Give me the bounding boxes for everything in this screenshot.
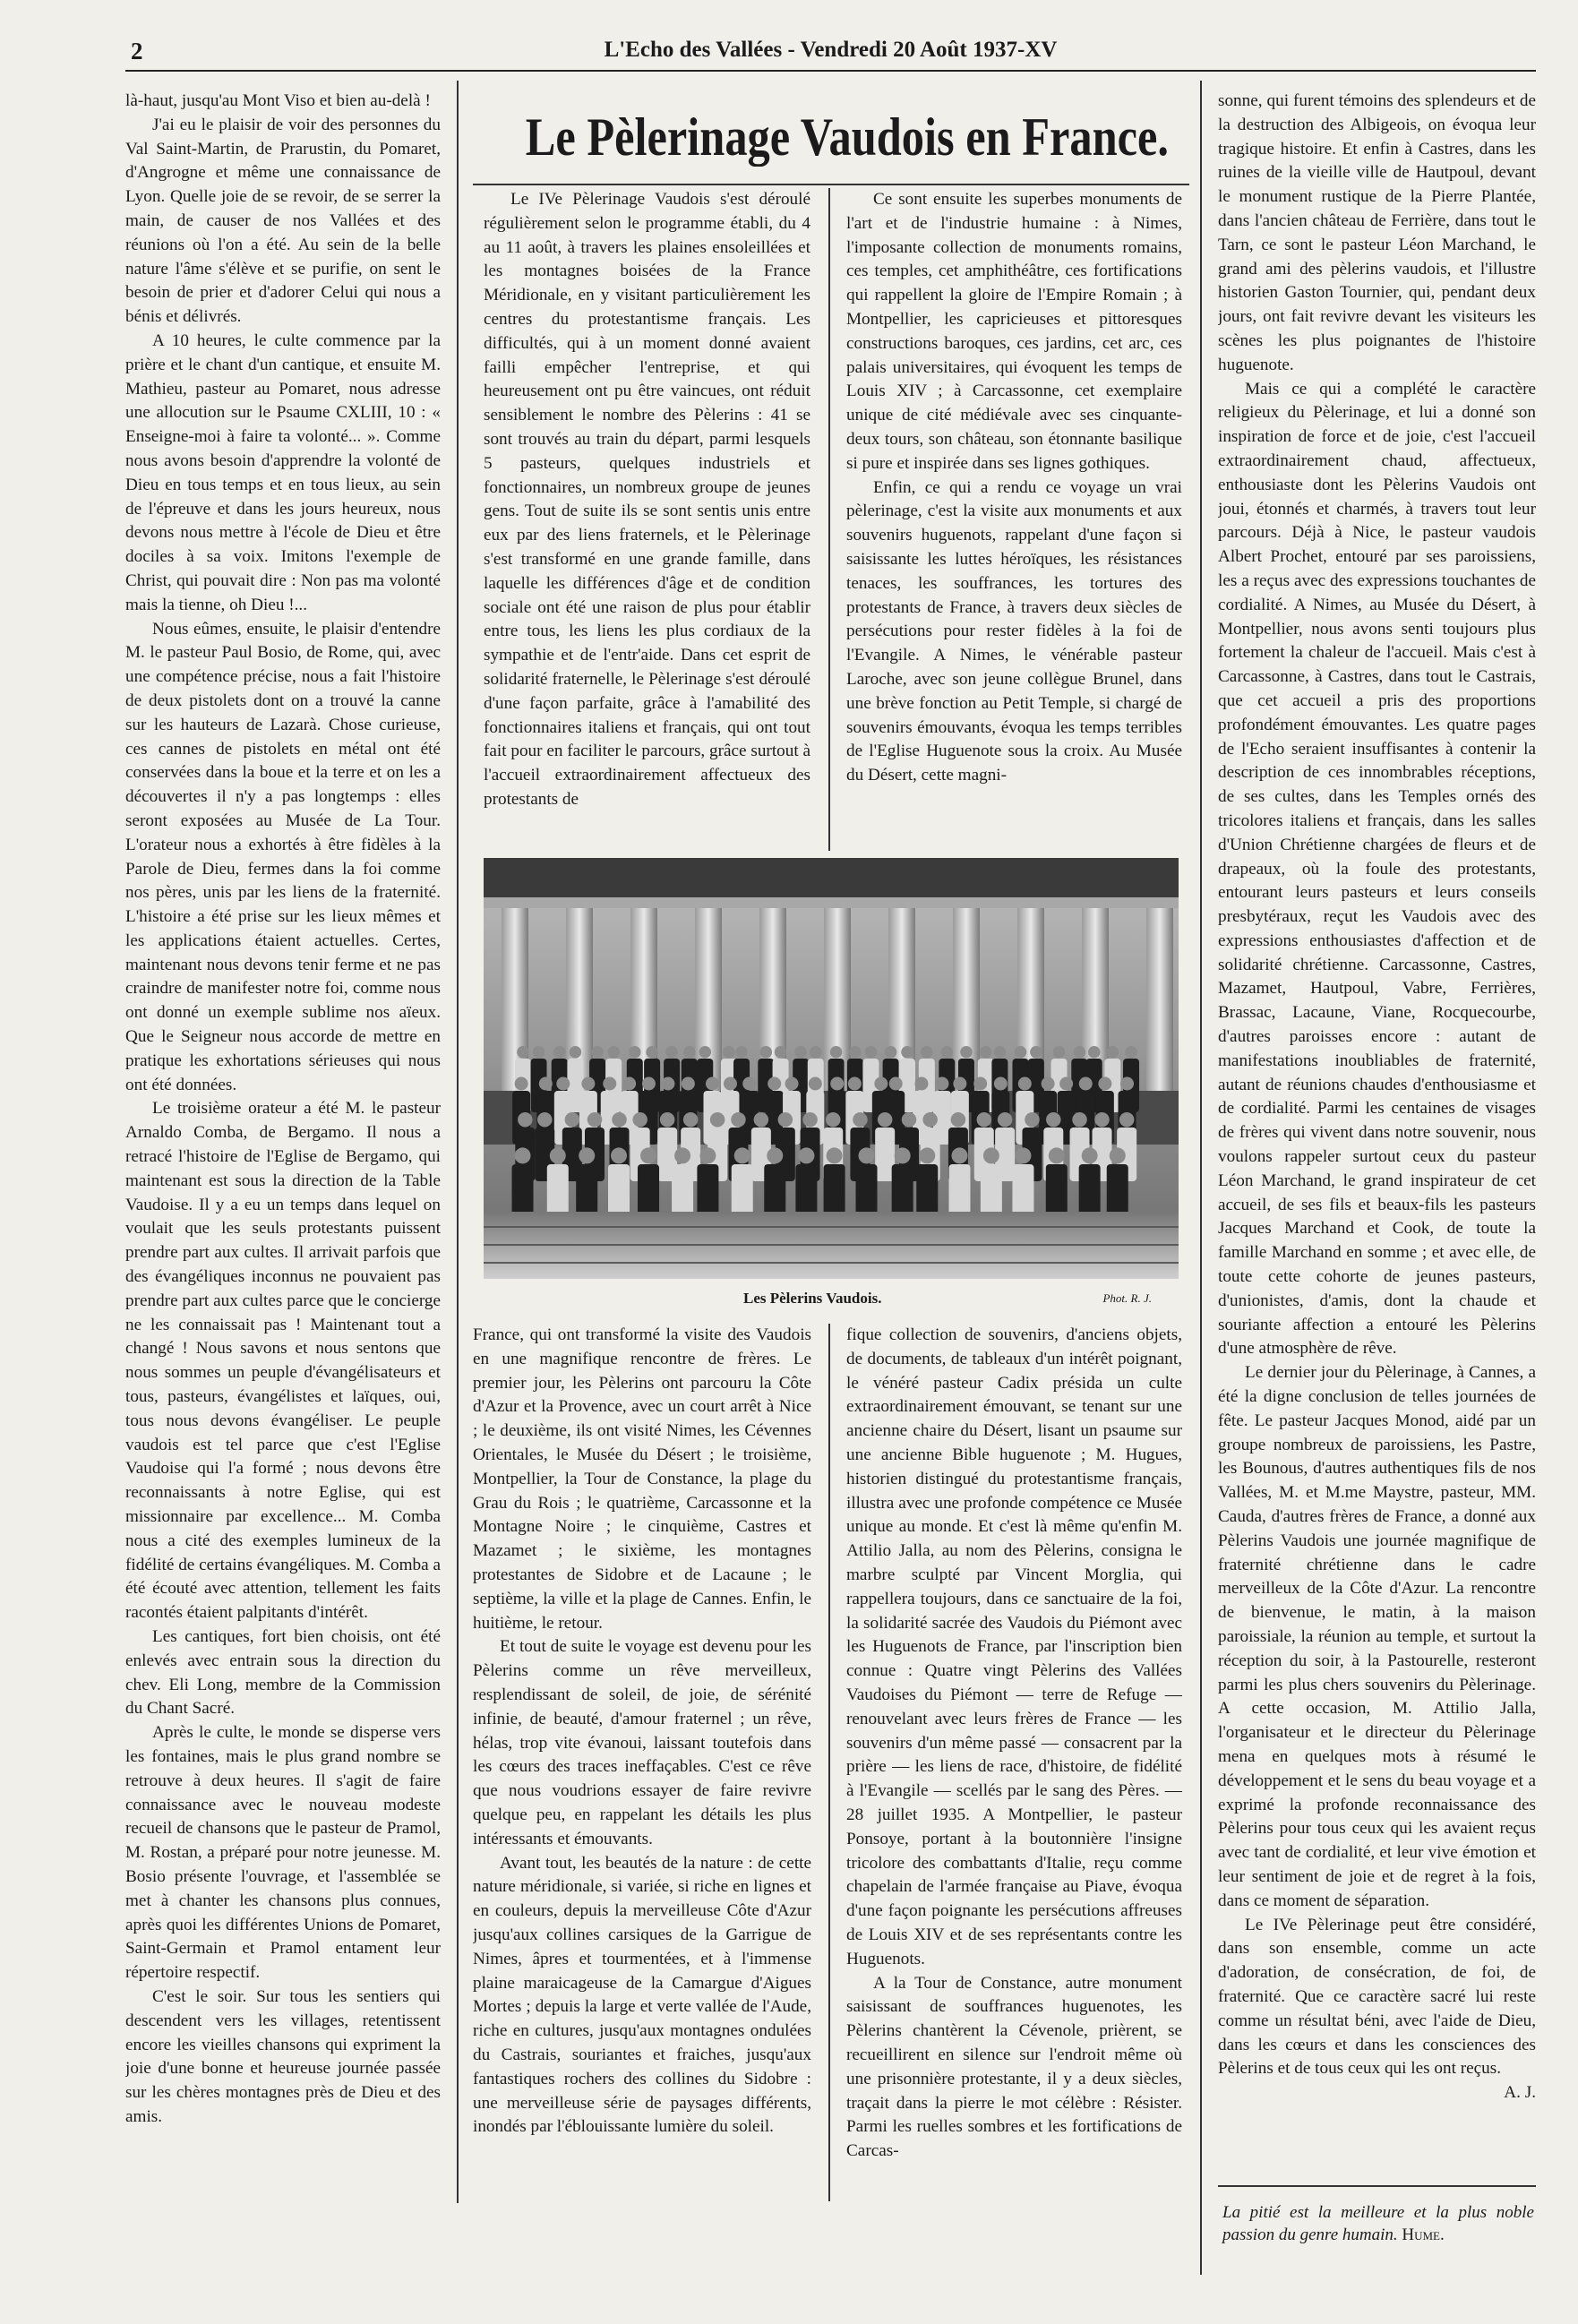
column-2-bottom <box>473 1324 811 2201</box>
quote-text: La pitié est la meilleure et la plus noble passion du genre humain. <box>1222 2203 1534 2244</box>
paragraph: Après le culte, le monde se disperse vers les fontaines, mais le plus grand nombre se retrouve à deux heures. Il s'agit de faire connaissance avec le nouveau modeste recueil de chansons que le pasteur de Pramol, M. Rostan, a préparé pour notre jeunesse. M. Bosio présente l'ouvrage, et l'assemblée se met à chanter les chansons plus connues, après quoi les différentes Unions de Pomaret, Saint-Germain et Pramol entament leur répertoire respectif. <box>125 1723 441 1983</box>
pilgrim-figure <box>1046 1147 1068 1218</box>
pilgrim-figure <box>672 1147 693 1218</box>
pilgrim-figure <box>916 1147 938 1218</box>
photo-credit: Phot. R. J. <box>1102 1291 1152 1305</box>
paragraph: Enfin, ce qui a rendu ce voyage un vrai pèlerinage, c'est la visite aux monuments et aux souvenirs huguenots, rappelant d'une façon si saisissante les luttes héroïques, les résistances tenaces, les souffrances, les tortures des protestants de France, à travers deux siècles de persécutions pour rester fidèles à la foi de l'Evangile. A Nimes, le vénérable pasteur Laroche, avec son jeune collègue Brunel, dans une brève fonction au Petit Temple, si chargé de souvenirs émouvants, évoqua les temps terribles de l'Eglise Huguenote sous la croix. Au Musée du Désert, cette magni- <box>846 477 1182 785</box>
column-1 <box>125 90 441 2203</box>
paragraph: Mais ce qui a complété le caractère religieux du Pèlerinage, et lui a donné son inspiration de force et de joie, c'est l'accueil extraordinairement chaud, affectueux, enthousiaste dont les Pèlerins Vaudois ont joui, étonnés et charmés, à travers tout leur parcours. Déjà à Nice, le pasteur vaudois Albert Prochet, entouré par ses paroissiens, les a reçus avec des expressions touchantes de cordialité. A Nimes, au Musée du Désert, à Montpellier, nous avons senti toujours plus fortement la chaleur de l'accueil. Mais c'est à Carcassonne, à Castres, dans tout le Castrais, que cet accueil a pris des proportions profondément émouvantes. Les quatre pages de l'Echo seraient insuffisantes à contenir la description de ces innombrables réceptions, de ses cultes, dans les Temples ornés des tricolores italiens et français, dans les salles d'Union Chrétienne chargées de fleurs et de drapeaux, où la foule des protestants, entourant leurs pasteurs et leurs conseils presbytéraux, reçut les Vaudois avec des expressions enthousiastes d'affection et de solidarité chrétienne. Carcassonne, Castres, Mazamet, Hautpoul, Vabre, Ferrières, Brassac, Lacaune, Viane, Rocquecourbe, d'autres paroisses encore : autant de manifestations inoubliables de fraternité, autant de réunions chaudes d'enthousiasme et de cordialité. Parmi les centaines de visages de frères qui vivent dans notre souvenir, nous voulons rappeler surtout ceux du pasteur Léon Marchand, le grand inspirateur de cet accueil, de ses fils et beaux-fils les pasteurs Jacques Marchand et Cook, de toute la famille Marchand en somme ; et avec elle, de toute cette cohorte de jeunes pasteurs, d'unionistes, d'amis, dont la chaude et souriante affection a entouré les Pèlerins d'une atmosphère de rêve. <box>1218 379 1536 1359</box>
paragraph: Les cantiques, fort bien choisis, ont été enlevés avec entrain sous la direction du chev. Eli Long, membre de la Commission du Chant Sacré. <box>125 1627 441 1719</box>
column-rule <box>1200 81 1202 2275</box>
paragraph: France, qui ont transformé la visite des Vaudois en une magnifique rencontre de frères. Le premier jour, les Pèlerins ont parcouru la Côte d'Azur et la Provence, avec un court arrêt à Nice ; le deuxième, ils ont visité Nimes, les Cévennes Orientales, le Musée du Désert ; le troisième, Montpellier, la Tour de Constance, la plage du Grau du Rois ; le quatrième, Carcassonne et la Montagne Noire ; le cinquième, Castres et Mazamet ; le sixième, les montagnes protestantes de Sidobre et de Lacaune ; le septième, la ville et la plage de Cannes. Enfin, le huitième, le retour. <box>473 1325 811 1633</box>
column-3-top <box>846 188 1182 851</box>
column-rule <box>457 81 459 2203</box>
epigraph-quote <box>1222 2201 1534 2246</box>
paragraph: A 10 heures, le culte commence par la prière et le chant d'un cantique, et ensuite M. Mathieu, pasteur au Pomaret, nous adresse une allocution sur le Psaume CXLIII, 10 : « Enseigne-moi à faire ta volonté... ». Comme nous avons besoin d'apprendre la volonté de Dieu en tous temps et en tous lieux, au sein de l'épreuve et dans les jours heureux, nous devons nous mettre à l'école de Dieu et être dociles à sa voix. Imitons l'exemple de Christ, qui pouvait dire : Non pas ma volonté mais la tienne, oh Dieu !... <box>125 330 441 614</box>
pilgrim-figure <box>856 1147 878 1218</box>
quote-author: Hume. <box>1402 2225 1445 2244</box>
paragraph: Le dernier jour du Pèlerinage, à Cannes, a été la digne conclusion de telles journées de fête. Le pasteur Jacques Monod, aidé par un groupe nombreux de paroissiens, les Pastre, les Bounous, d'autres authentiques fils de nos Vallées, M. et M.me Maystre, pasteur, MM. Cauda, d'autres frères de France, a donné aux Pèlerins Vaudois une journée magnifique de fraternité chrétienne dans le cadre merveilleux de la Côte d'Azur. La rencontre de bienvenue, le matin, à la maison paroissiale, la réunion au temple, et surtout la réception du soir, à la Pastourelle, resteront parmi les plus chers souvenirs du Pèlerinage. A cette occasion, M. Attilio Jalla, l'organisateur et le directeur du Pèlerinage mena en quelques mots à résumé le développement et le sens du beau voyage et a exprimé la profonde reconnaissance des Pèlerins pour tous ceux qui les avaient reçus avec tant de cordialité, et leur vive émotion et leur sentiment de joie et de regret à la fois, dans ce moment de séparation. <box>1218 1363 1536 1910</box>
page-number: 2 <box>131 38 143 64</box>
paragraph: Et tout de suite le voyage est devenu pour les Pèlerins comme un rêve merveilleux, resplendissant de soleil, de joie, de sérénité infinie, de beauté, d'amour fraternel ; un rêve, hélas, trop vite évanoui, laissant toutefois dans les cœurs des traces ineffaçables. C'est ce rêve que nous voudrions essayer de faire revivre quelque peu, en rappelant les détails les plus intéressants et émouvants. <box>473 1637 811 1848</box>
photo-illustration <box>484 858 1179 1279</box>
pilgrim-figure <box>981 1147 1002 1218</box>
pilgrim-figure <box>697 1147 718 1218</box>
column-1-text <box>125 90 441 2130</box>
photo-caption-bar <box>484 1288 1179 1315</box>
paragraph: J'ai eu le plaisir de voir des personnes du Val Saint-Martin, de Prarustin, du Pomaret, d'Angrogne et même une connaissance de Lyon. Quelle joie de se revoir, de se serrer la main, de causer de nos Vallées et des réunions où l'on a été. Au sein de la belle nature l'âme s'élève et se purifie, on sent le besoin de prier et d'adorer Celui qui nous a bénis et délivrés. <box>125 115 441 327</box>
paragraph: là-haut, jusqu'au Mont Viso et bien au-delà ! <box>125 91 431 110</box>
column-4 <box>1218 90 1536 2176</box>
quote-rule <box>1218 2185 1536 2187</box>
pilgrim-figure <box>824 1147 845 1218</box>
paragraph: Le troisième orateur a été M. le pasteur Arnaldo Comba, de Bergamo. Il nous a retracé l'histoire de l'Eglise de Bergamo, qui maintenant est sous la direction de la Table Vaudoise. Il y a eu un temps dans lequel on voulait que les seuls protestants puissent prendre part aux cultes. Il arrivait parfois que des évangéliques inconnus ne pouvaient pas prendre part aux cultes parce que le concierge ne les connaissait pas ! Maintenant tout a changé ! Nous savons et nous sentons que nous sommes un peuple d'évangélisateurs et tous, pasteurs, évangélistes et laïques, oui, tous nous devons évangéliser. Le peuple vaudois est tel parce que c'est l'Eglise Vaudoise qui l'a formé ; nous devons être reconnaissants à notre Eglise, qui est missionnaire par excellence... M. Comba nous a cité des exemples lumineux de la fidélité de certains évangéliques. M. Comba a été écouté avec attention, tellement les faits racontés étaient palpitants d'intérêt. <box>125 1099 441 1623</box>
paragraph: fique collection de souvenirs, d'anciens objets, de documents, de tableaux d'un intérêt poignant, le vénéré pasteur Cadix présida un culte extraordinairement émouvant, se tenant sur une ancienne chaire du Désert, lisant un psaume sur une ancienne Bible huguenote ; M. Hugues, historien distingué du protestantisme français, illustra avec une profonde compétence ce Musée unique au monde. Et c'est là même qu'enfin M. Attilio Jalla, au nom des Pèlerins, consigna le marbre sculpté par Vincent Morglia, qui rappellera toujours, dans ce sanctuaire de la foi, la solidarité sacrée des Vaudois du Piémont avec les Huguenots de France, par l'inscription bien connue : Quatre vingt Pèlerins des Vallées Vaudoises du Piémont — terre de Refuge — renouvelant avec leurs frères de France — les souvenirs d'un même passé — consacrent par la prière — les liens de race, d'histoire, de fidélité à l'Evangile — scellés par le sang des Pères. — 28 juillet 1935. A Montpellier, le pasteur Ponsoye, portant à la boutonnière l'insigne tricolore des combattants d'Italie, reçu comme chapelain de l'armée française au Piave, évoqua d'une façon poignante les persécutions affreuses de Louis XIV et de ses représentants contre les Huguenots. <box>846 1325 1182 1968</box>
column-rule <box>828 1324 830 2201</box>
pilgrim-figure <box>1079 1147 1101 1218</box>
pilgrims-group-photo <box>484 858 1179 1279</box>
paragraph: Le IVe Pèlerinage Vaudois s'est déroulé régulièrement selon le programme établi, du 4 au 11 août, à travers les plaines ensoleillées et les montagnes boisées de la France Méridionale, en y visitant particulièrement les centres du protestantisme français. Les difficultés, qui à un moment donné avaient failli empêcher l'entreprise, et qui heureusement ont pu être vaincues, ont réduit sensiblement le nombre des Pèlerins : 41 se sont trouvés au train du départ, parmi lesquels 5 pasteurs, quelques industriels et fonctionnaires, un nombreux groupe de jeunes gens. Tout de suite ils se sont sentis unis entre eux par des liens fraternels, et le Pèlerinage s'est transformé en une grande famille, dans laquelle les différences d'âge et de condition sociale ont été une raison de plus pour établir entre tous, les liens les plus cordiaux de la sympathie et de l'entr'aide. Dans cet esprit de solidarité fraternelle, le Pèlerinage s'est déroulé d'une façon parfaite, grâce à l'amabilité des fonctionnaires italiens et français, qui ont tout fait pour en faciliter le parcours, grâce surtout à l'accueil extraordinairement affectueux des protestants de <box>484 190 810 809</box>
title-rule <box>473 184 1189 185</box>
paragraph: Nous eûmes, ensuite, le plaisir d'entendre M. le pasteur Paul Bosio, de Rome, qui, avec une compétence précise, nous a fait l'histoire de deux pistolets dont on a trouvé la canne sur les hauteurs de Lazarà. Chose curieuse, ces cannes de pistolets en métal ont été conservées dans la boue et la terre et on les a découvertes il n'y a pas longtemps : elles seront exposées au Musée de La Tour. L'orateur nous a exhortés à être fidèles à la Parole de Dieu, fermes dans la foi comme nos pères, unis par les liens de la fraternité. L'histoire a été prise sur les lieux mêmes et les applications étaient actuelles. Certes, maintenant nous devons tenir ferme et ne pas craindre de manifester notre foi, comme nous ont donné un exemple sublime nos aïeux. Que le Seigneur nous accorde de mettre en pratique les exhortations sérieuses qui nous ont été données. <box>125 619 441 1094</box>
pilgrim-figure <box>948 1147 970 1218</box>
pilgrim-figure <box>795 1147 817 1218</box>
pilgrim-figure <box>1107 1147 1128 1218</box>
paragraph: Avant tout, les beautés de la nature : de cette nature méridionale, si variée, si riche en lignes et en couleurs, depuis la merveilleuse Côte d'Azur jusqu'aux collines carsiques de la Garrigue de Nimes, âpres et tourmentées, et à l'immense plaine maraicageuse de la Camargue d'Aigues Mortes ; depuis la large et verte vallée de l'Aude, riche en cultures, jusqu'aux montagnes ondulées du Castrais, souriantes et fraiches, jusqu'aux fantastiques rochers des collines du Sidobre : une merveilleuse série de paysages différents, inondés par l'éblouissante lumière du soleil. <box>473 1853 811 2137</box>
pilgrim-figure <box>512 1147 534 1218</box>
pilgrim-figure <box>764 1147 785 1218</box>
article-title: Le Pèlerinage Vaudois en France. <box>525 107 1169 167</box>
pilgrim-figure <box>638 1147 659 1218</box>
paragraph: C'est le soir. Sur tous les sentiers qui descendent vers les villages, retentissent encore les vieilles chansons qui expriment la joie d'une bonne et heureuse journée passée sur les chères montagnes près de Dieu et des amis. <box>125 1986 441 2126</box>
photo-caption: Les Pèlerins Vaudois. <box>743 1290 882 1307</box>
column-rule <box>828 188 830 851</box>
running-header <box>125 34 1536 72</box>
running-title: L'Echo des Vallées - Vendredi 20 Août 1937-XV <box>604 38 1058 62</box>
column-3-bottom <box>846 1324 1182 2201</box>
paragraph: A la Tour de Constance, autre monument saisissant de souffrances huguenotes, les Pèlerins chantèrent la Cévenole, prièrent, se recueillirent en silence sur l'endroit même où une prisonnière protestante, il y a deux siècles, traçait dans la pierre le mot célèbre : Résister. Parmi les ruelles sombres et les fortifications de Carcas- <box>846 1973 1182 2161</box>
pilgrim-figure <box>576 1147 597 1218</box>
article-signature: A. J. <box>1504 2083 1536 2103</box>
pilgrim-figure <box>608 1147 630 1218</box>
pilgrim-figure <box>892 1147 913 1218</box>
column-2-top <box>484 188 810 851</box>
pilgrim-figure <box>547 1147 569 1218</box>
pilgrim-figure <box>1012 1147 1033 1218</box>
paragraph: Ce sont ensuite les superbes monuments de l'art et de l'industrie humaine : à Nimes, l'imposante collection de monuments romains, ces temples, cet amphithéâtre, ces fortifications qui rappellent la gloire de l'Empire Romain ; à Montpellier, les capricieuses et pittoresques constructions baroques, ces jardins, cet arc, ces palais universitaires, qui évoquent les temps de Louis XIV ; à Carcassonne, cet exemplaire unique de cité médiévale avec ses cinquante-deux tours, son château, son étonnante basilique si pure et inspirée dans ses lignes gothiques. <box>846 190 1182 473</box>
pilgrim-figure <box>732 1147 753 1218</box>
column-pillar <box>1146 908 1173 1096</box>
paragraph: sonne, qui furent témoins des splendeurs et de la destruction des Albigeois, on évoqua leur tragique histoire. Et enfin à Castres, dans les ruines de la vieille ville de Hautpoul, devant le monument rustique de la Pierre Plantée, dans l'ancien château de Ferrière, dans tout le Tarn, ce sont le pasteur Léon Marchand, le grand ami des pèlerins vaudois, et l'illustre historien Gaston Tournier, qui, pendant deux jours, ont fait revivre devant les visiteurs les scènes les plus poignantes de l'histoire huguenote. <box>1218 91 1536 374</box>
paragraph: Le IVe Pèlerinage peut être considéré, dans son ensemble, comme un acte d'adoration, de consécration, de foi, de fraternité. Que ce caractère sacré lui reste comme un résultat béni, avec l'aide de Dieu, dans les cœurs et dans les consciences des Pèlerins et de tous ceux qui les ont reçus. <box>1218 1915 1536 2079</box>
